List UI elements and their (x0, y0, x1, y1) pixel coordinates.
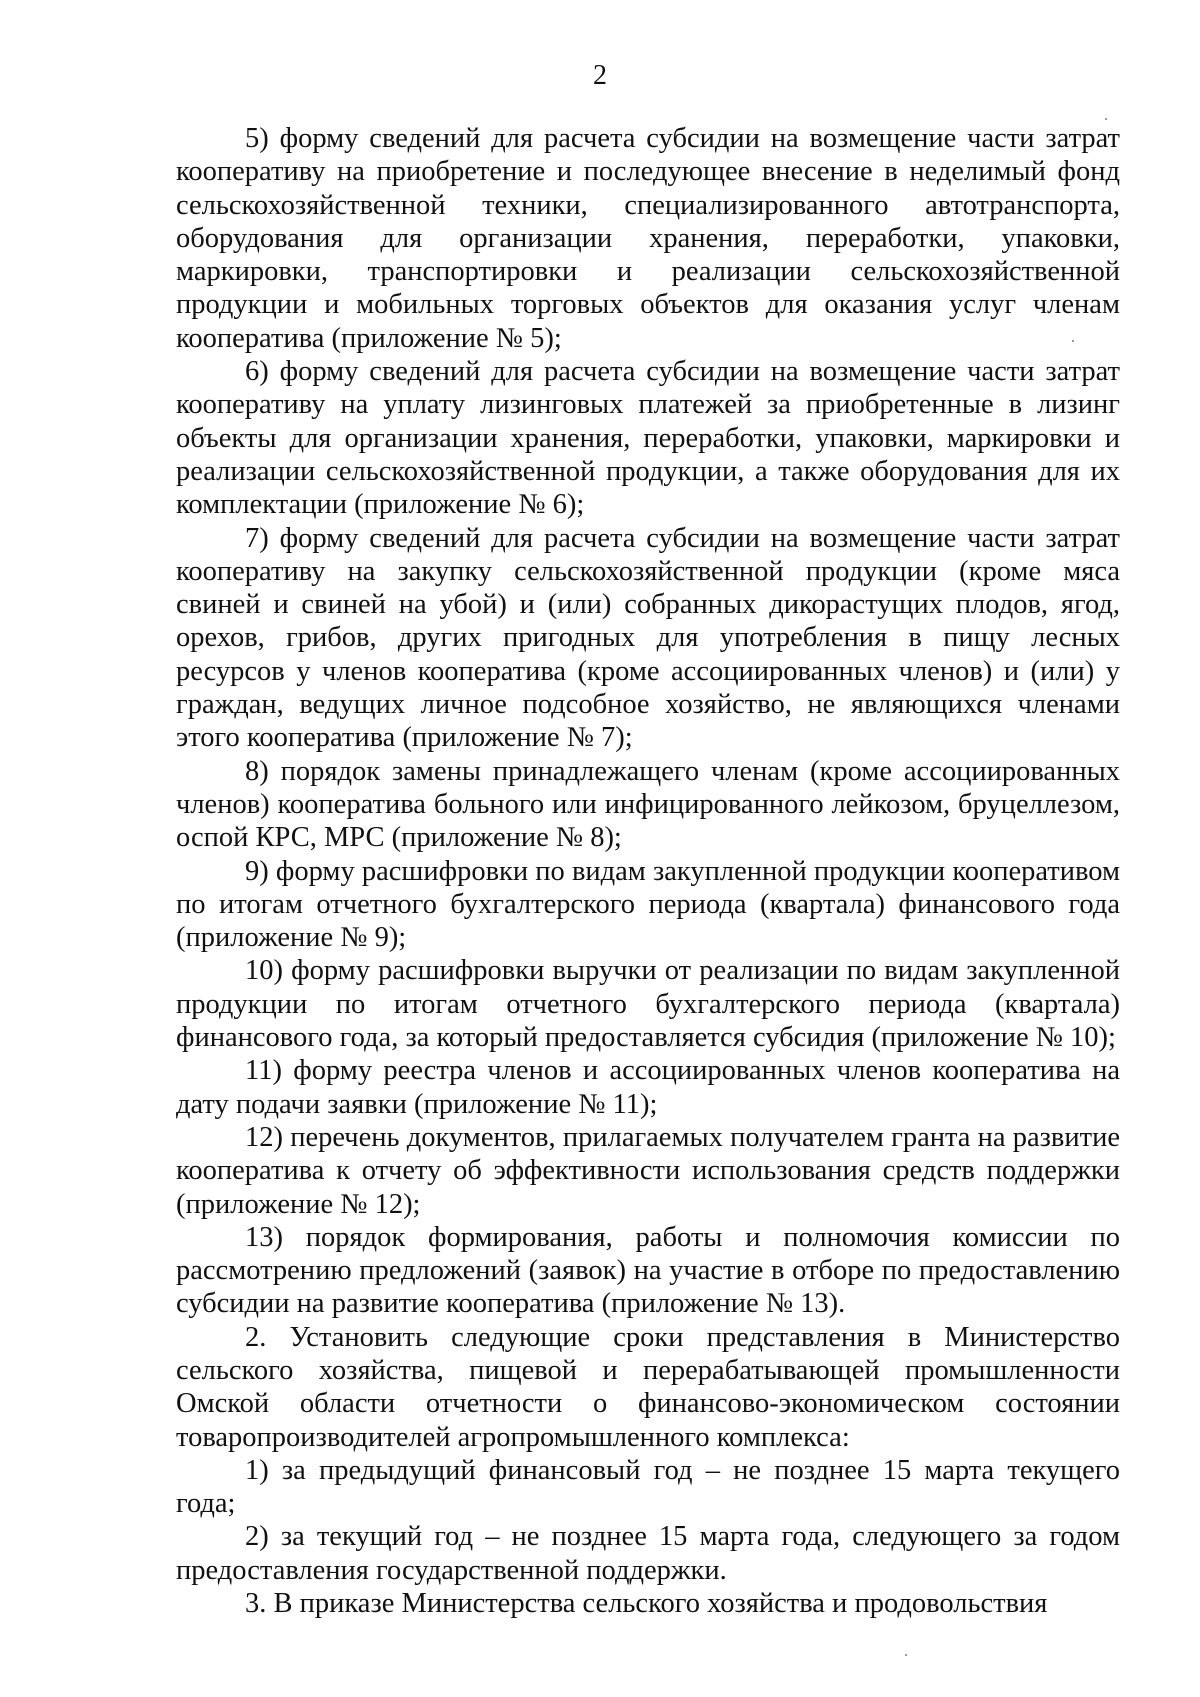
scan-speck (1072, 340, 1074, 342)
paragraph-item-6: 6) форму сведений для расчета субсидии на возмещение части затрат кооперативу на уплату лизинговых платежей за приобретенные в лизинг объекты для организации хранения, переработки, упаковки, маркировки и реализации сельскохозяйственной продукции, а также оборудования для их комплектации (приложение № 6); (176, 356, 1120, 521)
paragraph-item-8: 8) порядок замены принадлежащего членам (кроме ассоциированных членов) кооператива больного или инфицированного лейкозом, бруцеллезом, оспой КРС, МРС (приложение № 8); (176, 755, 1120, 854)
scan-speck (905, 1654, 907, 1656)
paragraph-item-10: 10) форму расшифровки выручки от реализации по видам закупленной продукции по итогам отчетного бухгалтерского периода (квартала) финансового года, за который предоставляется субсидия (приложение № 10); (176, 955, 1120, 1054)
paragraph-item-9: 9) форму расшифровки по видам закупленной продукции кооперативом по итогам отчетного бухгалтерского периода (квартала) финансового года (приложение № 9); (176, 855, 1120, 954)
paragraph-section-2: 2. Установить следующие сроки представления в Министерство сельского хозяйства, пищевой и перерабатывающей промышленности Омской области отчетности о финансово-экономическом состоянии товаропроизводителей агропромышленного комплекса: (176, 1321, 1120, 1453)
paragraph-item-11: 11) форму реестра членов и ассоциированных членов кооператива на дату подачи заявки (приложение № 11); (176, 1055, 1120, 1120)
paragraph-item-7: 7) форму сведений для расчета субсидии на возмещение части затрат кооперативу на закупку сельскохозяйственной продукции (кроме мяса свиней и свиней на убой) и (или) собранных дикорастущих плодов, ягод, орехов, грибов, других пригодных для употребления в пищу лесных ресурсов у членов кооператива (кроме ассоциированных членов) и (или) у граждан, ведущих личное подсобное хозяйство, не являющихся членами этого кооператива (приложение № 7); (176, 522, 1120, 754)
paragraph-item-5: 5) форму сведений для расчета субсидии на возмещение части затрат кооперативу на приобретение и последующее внесение в неделимый фонд сельскохозяйственной техники, специализированного автотранспорта, оборудования для организации хранения, переработки, упаковки, маркировки, транспортировки и реализации сельскохозяйственной продукции и мобильных торговых объектов для оказания услуг членам кооператива (приложение № 5); (176, 123, 1120, 354)
paragraph-item-12: 12) перечень документов, прилагаемых получателем гранта на развитие кооператива к отчету об эффективности использования средств поддержки (приложение № 12); (176, 1121, 1120, 1220)
page-number: 2 (593, 60, 607, 91)
paragraph-deadline-1: 1) за предыдущий финансовый год – не позднее 15 марта текущего года; (176, 1454, 1120, 1520)
paragraph-deadline-2: 2) за текущий год – не позднее 15 марта года, следующего за годом предоставления государственной поддержки. (176, 1521, 1120, 1586)
paragraph-item-13: 13) порядок формирования, работы и полномочия комиссии по рассмотрению предложений (заявок) на участие в отборе по предоставлению субсидии на развитие кооператива (приложение № 13). (176, 1221, 1120, 1320)
document-body (176, 122, 1120, 1620)
scan-speck (1105, 118, 1107, 120)
paragraph-section-3: 3. В приказе Министерства сельского хозяйства и продовольствия (245, 1588, 1048, 1620)
